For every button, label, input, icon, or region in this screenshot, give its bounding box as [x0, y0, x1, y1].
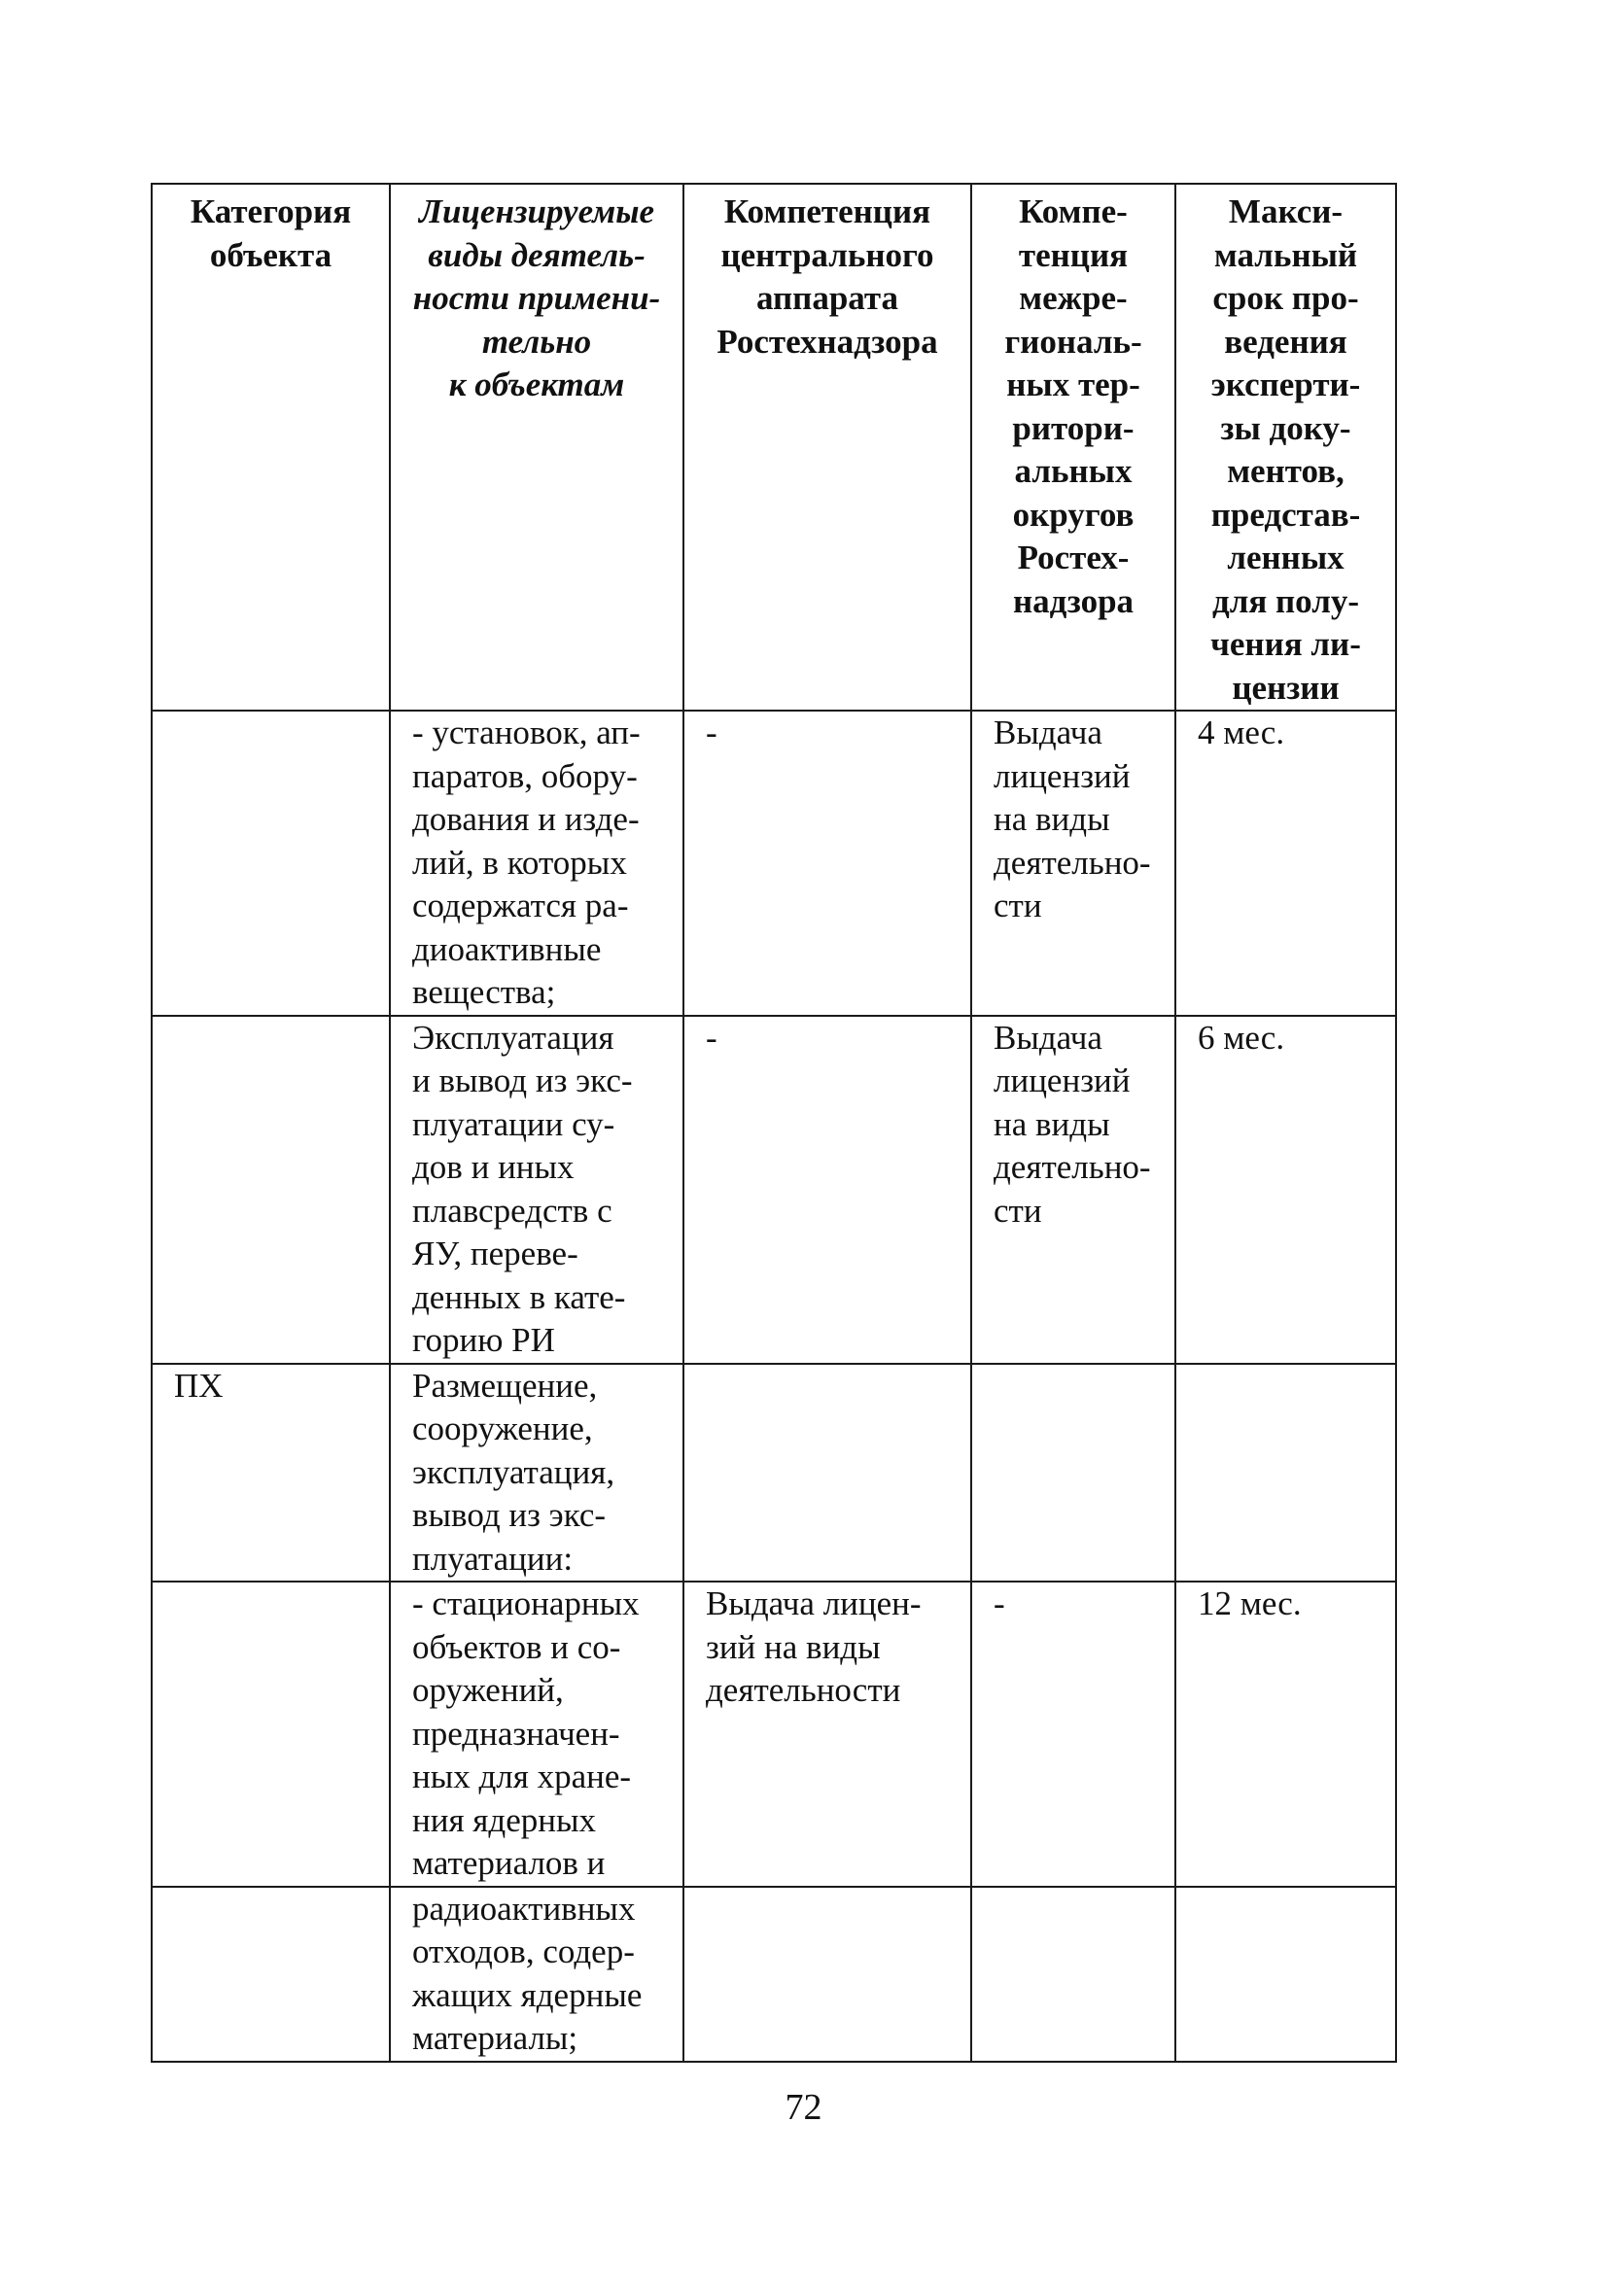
cell-term: 6 мес. — [1175, 1016, 1396, 1364]
cell-category — [152, 1887, 390, 2062]
table-row — [152, 1887, 1396, 2062]
cell-activity: - установок, ап- паратов, обору- дования и изде- лий, в которых содержатся ра- диоактивные вещества; — [390, 711, 683, 1016]
cell-central: Выдача лицен- зий на виды деятельности — [683, 1582, 971, 1887]
cell-regional: - — [971, 1582, 1175, 1887]
table-row — [152, 1016, 1396, 1364]
table-row — [152, 1364, 1396, 1583]
header-central: Компетенция центрального аппарата Ростехнадзора — [683, 184, 971, 711]
cell-term: 12 мес. — [1175, 1582, 1396, 1887]
cell-central — [683, 1364, 971, 1583]
cell-activity: радиоактивных отходов, содер- жащих ядерные материалы; — [390, 1887, 683, 2062]
cell-category — [152, 711, 390, 1016]
licensing-table — [151, 183, 1397, 2063]
cell-term — [1175, 1887, 1396, 2062]
header-activity: Лицензируемые виды деятель- ности примени- тельно к объектам — [390, 184, 683, 711]
page-number: 72 — [785, 2087, 822, 2128]
cell-central: - — [683, 711, 971, 1016]
cell-activity: - стационарных объектов и со- оружений, предназначен- ных для хране- ния ядерных материалов и — [390, 1582, 683, 1887]
cell-regional — [971, 1887, 1175, 2062]
cell-category — [152, 1582, 390, 1887]
cell-activity: Размещение, сооружение, эксплуатация, вывод из экс- плуатации: — [390, 1364, 683, 1583]
cell-term: 4 мес. — [1175, 711, 1396, 1016]
header-category: Категория объекта — [152, 184, 390, 711]
cell-regional — [971, 1364, 1175, 1583]
cell-regional: Выдача лицензий на виды деятельно- сти — [971, 1016, 1175, 1364]
header-regional: Компе- тенция межре- гиональ- ных тер- ритори- альных округов Ростех- надзора — [971, 184, 1175, 711]
cell-term — [1175, 1364, 1396, 1583]
cell-central: - — [683, 1016, 971, 1364]
cell-category — [152, 1016, 390, 1364]
table-row — [152, 1582, 1396, 1887]
cell-regional: Выдача лицензий на виды деятельно- сти — [971, 711, 1175, 1016]
cell-category: ПХ — [152, 1364, 390, 1583]
cell-central — [683, 1887, 971, 2062]
header-term: Макси- мальный срок про- ведения эксперти- зы доку- ментов, представ- ленных для полу- чения ли- цензии — [1175, 184, 1396, 711]
cell-activity: Эксплуатация и вывод из экс- плуатации су- дов и иных плавсредств с ЯУ, переве- денных в кате- горию РИ — [390, 1016, 683, 1364]
table-row — [152, 711, 1396, 1016]
table-header-row — [152, 184, 1396, 711]
